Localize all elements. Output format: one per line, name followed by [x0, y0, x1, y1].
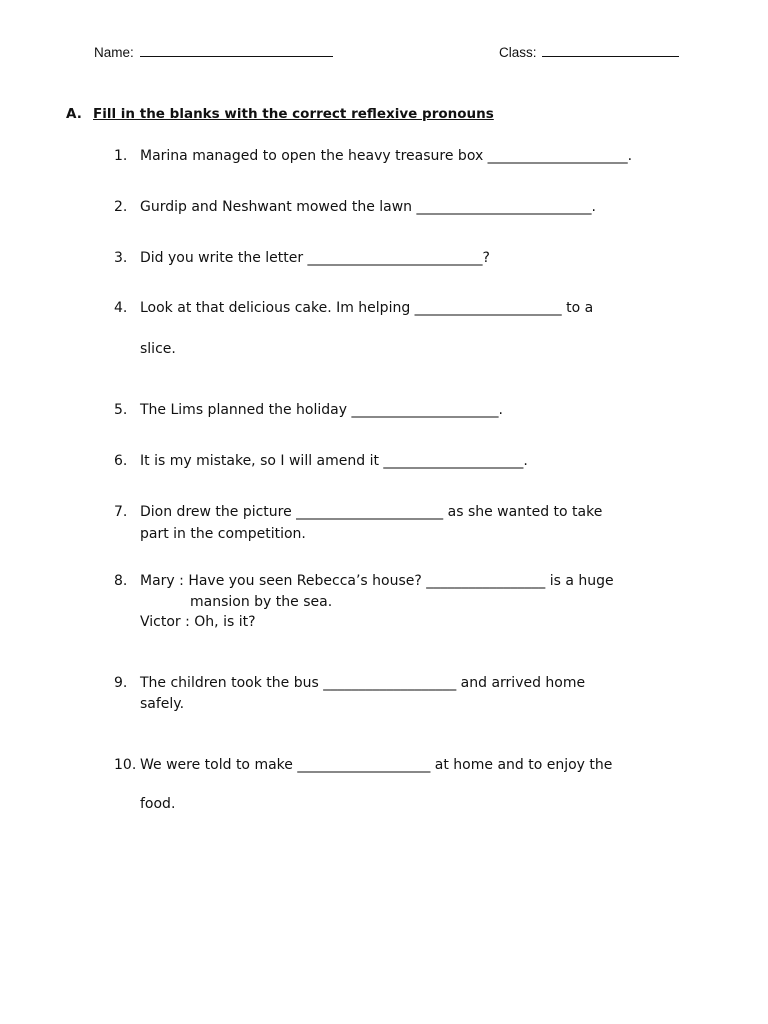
question-number: 2.: [114, 199, 128, 215]
name-blank-line: [140, 44, 333, 57]
question-text: Did you write the letter _________________________?: [140, 250, 490, 266]
question-number: 10.: [114, 757, 137, 773]
question-number: 7.: [114, 504, 128, 520]
question-number: 6.: [114, 453, 128, 469]
question-number: 4.: [114, 300, 128, 316]
question-text-continued: food.: [140, 796, 176, 812]
question-text-continued: part in the competition.: [140, 526, 306, 542]
question-text: The Lims planned the holiday _____________________.: [140, 402, 503, 418]
name-field: [94, 44, 333, 60]
question-text: The children took the bus ___________________ and arrived home: [140, 675, 586, 691]
question-text-continued: safely.: [140, 696, 185, 712]
question-text: Mary : Have you seen Rebecca’s house? _________________ is a huge: [140, 573, 614, 589]
question-text: Look at that delicious cake. Im helping _____________________ to a: [140, 300, 594, 316]
section-heading: [66, 106, 494, 122]
question-text: Gurdip and Neshwant mowed the lawn _________________________.: [140, 199, 596, 215]
question-text-reply: Victor : Oh, is it?: [140, 614, 256, 630]
question-text: Dion drew the picture _____________________ as she wanted to take: [140, 504, 603, 520]
class-field: [499, 44, 679, 60]
section-letter: A.: [66, 106, 82, 122]
question-text-continued: mansion by the sea.: [190, 594, 333, 610]
section-title: Fill in the blanks with the correct reflexive pronouns: [93, 106, 494, 122]
question-number: 9.: [114, 675, 128, 691]
question-number: 1.: [114, 148, 128, 164]
name-label: Name:: [94, 45, 134, 60]
question-number: 5.: [114, 402, 128, 418]
question-text: Marina managed to open the heavy treasure box ____________________.: [140, 148, 633, 164]
question-number: 3.: [114, 250, 128, 266]
question-text: It is my mistake, so I will amend it ____________________.: [140, 453, 528, 469]
question-text-continued: slice.: [140, 341, 176, 357]
question-number: 8.: [114, 573, 128, 589]
class-label: Class:: [499, 45, 537, 60]
class-blank-line: [542, 44, 679, 57]
question-text: We were told to make ___________________ at home and to enjoy the: [140, 757, 613, 773]
